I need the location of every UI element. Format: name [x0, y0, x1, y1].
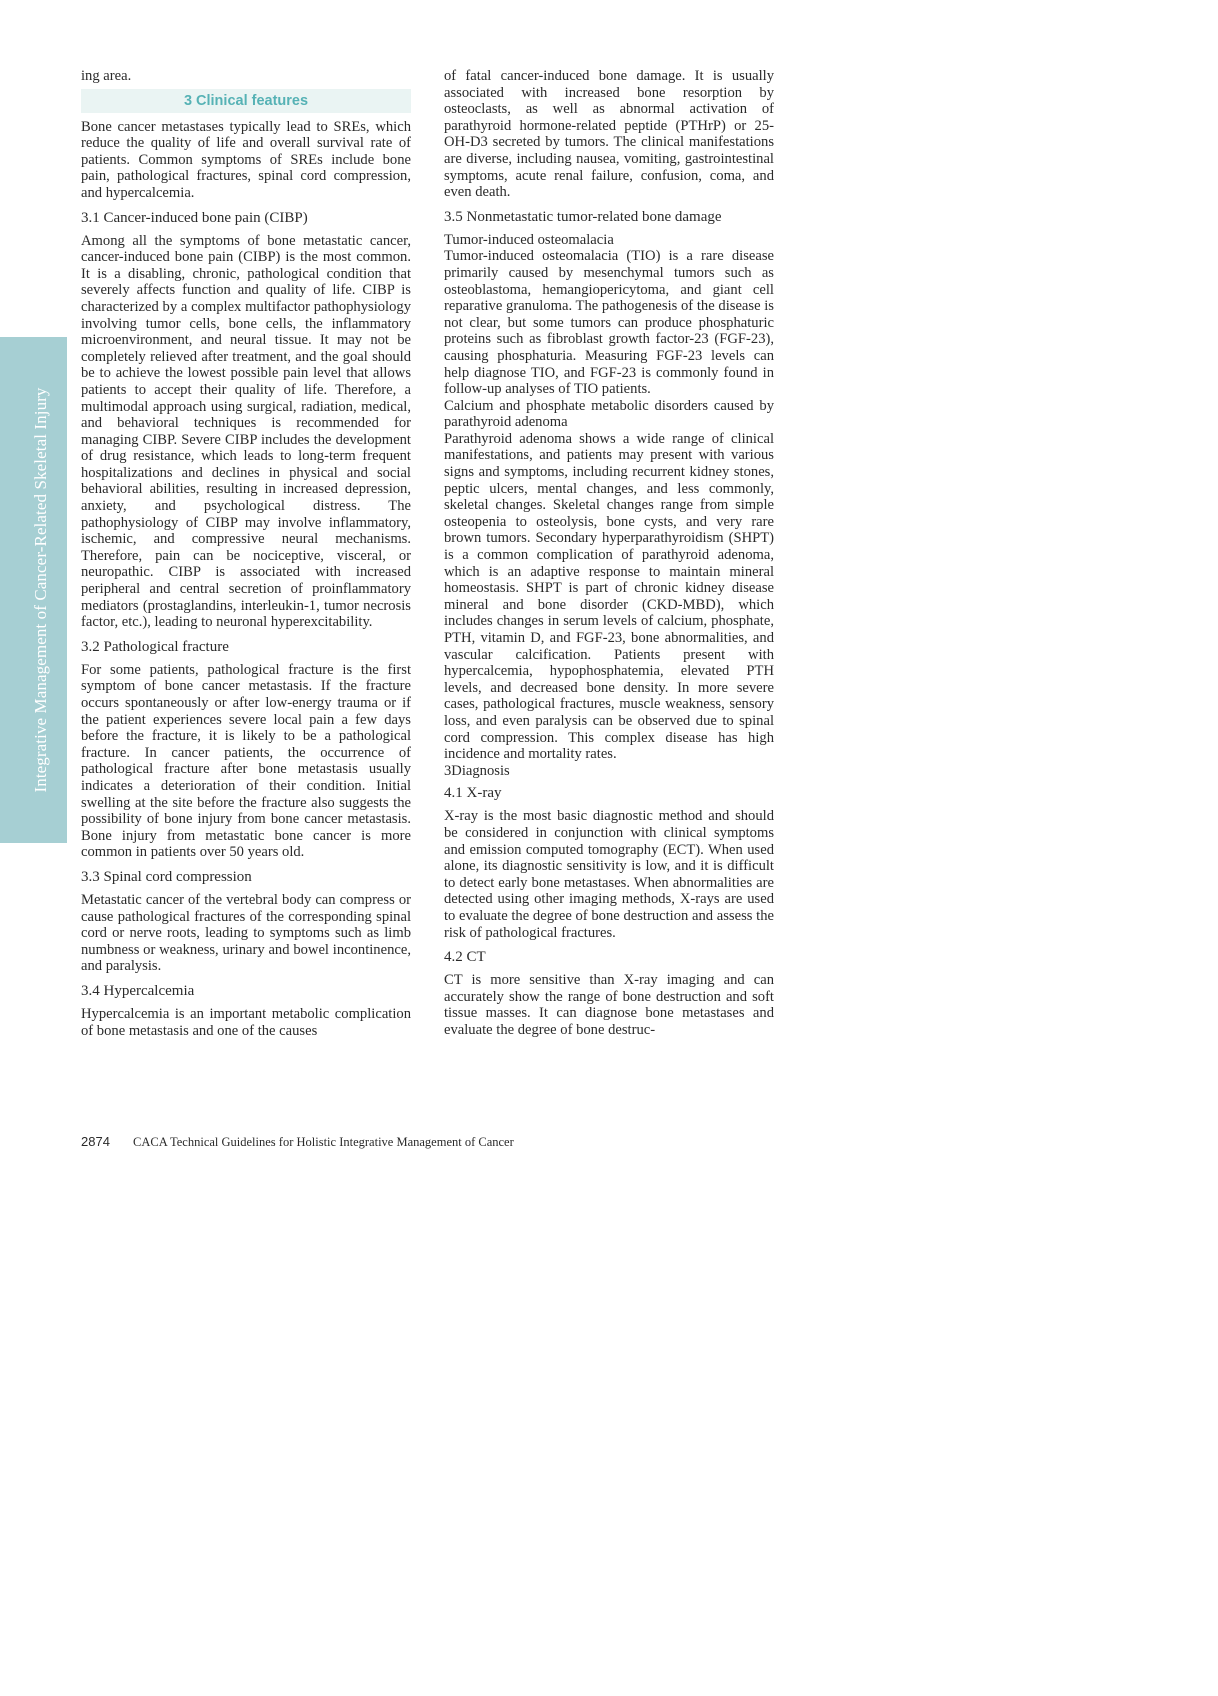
right-column [444, 68, 774, 1038]
heading-3-1: 3.1 Cancer-induced bone pain (CIBP) [81, 209, 308, 226]
heading-3-3: 3.3 Spinal cord compression [81, 868, 252, 885]
heading-3-2: 3.2 Pathological fracture [81, 638, 229, 655]
heading-3-5: 3.5 Nonmetastatic tumor-related bone damage [444, 208, 722, 225]
subtitle-calcium-phosphate: Calcium and phosphate metabolic disorders caused by parathyroid adenoma [444, 397, 774, 431]
paragraph-3-2: For some patients, pathological fracture is the first symptom of bone cancer metastasis. If the fracture occurs spontaneously or after low-energy trauma or if the patient experiences severe local pain a few days before the fracture, it is likely to be a pathological fracture. In cancer patients, the occurrence of pathological fracture after bone metastasis usually indicates a deterioration of their condition. Initial swelling at the site before the fracture also suggests the possibility of bone injury from bone cancer metastasis. Bone injury from metastatic bone cancer is more common in patients over 50 years old. [81, 661, 411, 861]
paragraph-4-1: X-ray is the most basic diagnostic method and should be considered in conjunction with clinical symptoms and emission computed tomography (ECT). When used alone, its diagnostic sensitivity is low, and it is difficult to detect early bone metastases. When abnormalities are detected using other imaging methods, X-rays are used to evaluate the degree of bone destruction and assess the risk of pathological fractures. [444, 808, 774, 941]
left-column [81, 68, 411, 1039]
subtitle-tio: Tumor-induced osteomalacia [444, 231, 614, 248]
paragraph-tio: Tumor-induced osteomalacia (TIO) is a rare disease primarily caused by mesenchymal tumors such as osteoblastoma, hemangiopericytoma, and giant cell reparative granuloma. The pathogenesis of the disease is not clear, but some tumors can produce phosphaturic proteins such as fibroblast growth factor-23 (FGF-23), causing phosphaturia. Measuring FGF-23 levels can help diagnose TIO, and FGF-23 is commonly found in follow-up analyses of TIO patients. [444, 248, 774, 398]
paragraph-3-1: Among all the symptoms of bone metastatic cancer, cancer-induced bone pain (CIBP) is the most common. It is a disabling, chronic, pathological condition that severely affects function and quality of life. CIBP is characterized by a complex multifactor pathophysiology involving tumor cells, bone cells, the inflammatory microenvironment, and neural tissue. It may not be completely relieved after treatment, and the goal should be to achieve the lowest possible pain level that allows patients to accept their quality of life. Therefore, a multimodal approach using surgical, radiation, medical, and behavioral techniques is recommended for managing CIBP. Severe CIBP includes the development of drug resistance, which leads to long-term frequent hospitalizations and declines in physical and social behavioral abilities, resulting in increased depression, anxiety, and psychological distress. The pathophysiology of CIBP may involve inflammatory, ischemic, and compressive neural mechanisms. Therefore, pain can be nociceptive, visceral, or neuropathic. CIBP is associated with increased peripheral and central secretion of proinflammatory mediators (prostaglandins, interleukin-1, tumor necrosis factor, etc.), leading to neuronal hyperexcitability. [81, 232, 411, 631]
intro-fragment: ing area. [81, 68, 132, 84]
page-number: 2874 [81, 1134, 110, 1149]
heading-4-1: 4.1 X-ray [444, 785, 502, 802]
paragraph-3-3: Metastatic cancer of the vertebral body can compress or cause pathological fractures of the corresponding spinal cord or nerve roots, leading to symptoms such as limb numbness or weakness, urinary and bowel incontinence, and paralysis. [81, 891, 411, 975]
paragraph-3-4-cont: of fatal cancer-induced bone damage. It is usually associated with increased bone resorption by osteoclasts, as well as abnormal activation of parathyroid hormone-related peptide (PTHrP) or 25-OH-D3 secreted by tumors. The clinical manifestations are diverse, including nausea, vomiting, gastrointestinal symptoms, acute renal failure, confusion, coma, and even death. [444, 68, 774, 201]
page-footer [81, 1134, 514, 1150]
paragraph-3-4: Hypercalcemia is an important metabolic complication of bone metastasis and one of the causes [81, 1005, 411, 1039]
section-title-clinical-features: 3 Clinical features [81, 89, 411, 113]
heading-3-4: 3.4 Hypercalcemia [81, 982, 195, 999]
paragraph-4-2: CT is more sensitive than X-ray imaging and can accurately show the range of bone destruction and soft tissue masses. It can diagnose bone metastases and evaluate the degree of bone destruc- [444, 972, 774, 1038]
paragraph-calcium-phosphate: Parathyroid adenoma shows a wide range of clinical manifestations, and patients may present with various signs and symptoms, including recurrent kidney stones, peptic ulcers, mental changes, and less commonly, skeletal changes. Skeletal changes range from simple osteopenia to osteolysis, bone cysts, and very rare brown tumors. Secondary hyperparathyroidism (SHPT) is a common complication of parathyroid adenoma, which is an adaptive response to maintain mineral homeostasis. SHPT is part of chronic kidney disease mineral and bone disorder (CKD-MBD), which includes changes in serum levels of calcium, phosphate, PTH, vitamin D, and FGF-23, bone abnormalities, and vascular calcification. Patients present with hypercalcemia, hypophosphatemia, elevated PTH levels, and decreased bone density. In more severe cases, pathological fractures, muscle weakness, sensory loss, and even paralysis can be observed due to spinal cord compression. This complex disease has high incidence and mortality rates. [444, 430, 774, 763]
heading-4-2: 4.2 CT [444, 949, 486, 966]
journal-title: CACA Technical Guidelines for Holistic Integrative Management of Cancer [133, 1135, 514, 1149]
diagnosis-heading: 3Diagnosis [444, 762, 510, 779]
side-tab-label: Integrative Management of Cancer-Related Skeletal Injury [31, 387, 50, 793]
paragraph-intro: Bone cancer metastases typically lead to SREs, which reduce the quality of life and overall survival rate of patients. Common symptoms of SREs include bone pain, pathological fractures, spinal cord compression, and hypercalcemia. [81, 118, 411, 201]
